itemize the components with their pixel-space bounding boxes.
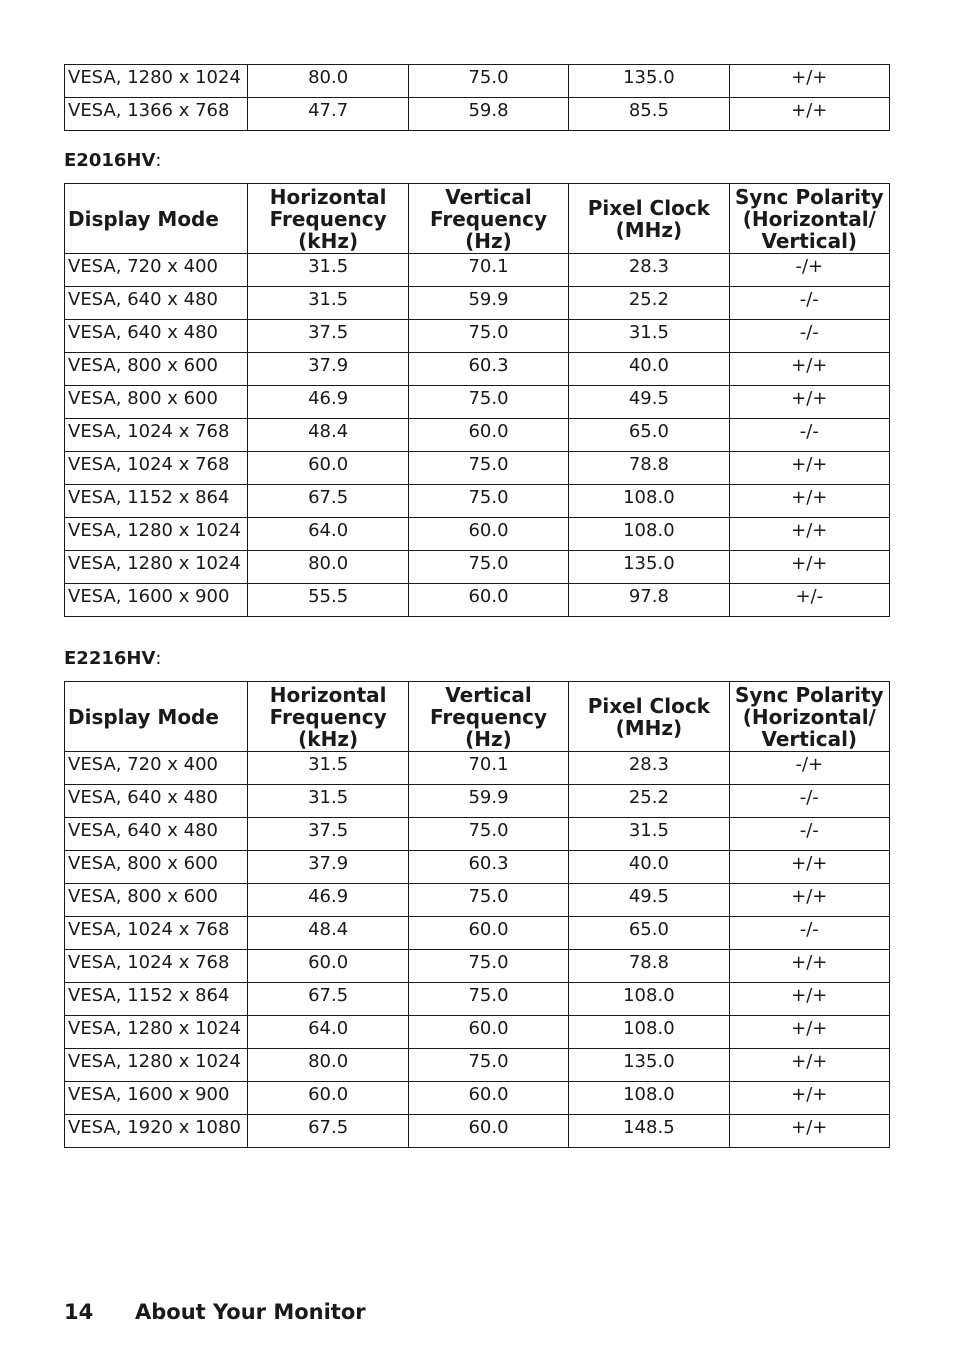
label-colon: : [155,648,162,669]
cell-display-mode: VESA, 1024 x 768 [65,917,248,950]
cell-sync-polarity: -/- [729,320,889,353]
cell-vertical-frequency: 60.0 [408,1115,568,1148]
cell-horizontal-frequency: 37.5 [248,320,408,353]
cell-pixel-clock: 65.0 [569,419,729,452]
header-pixel-clock-text: Pixel Clock (MHz) [587,195,710,242]
cell-sync-polarity: -/- [729,419,889,452]
cell-sync-polarity: +/+ [729,1049,889,1082]
cell-horizontal-frequency: 37.9 [248,353,408,386]
table-header-row [65,184,890,254]
header-display-mode: Display Mode [65,184,248,254]
cell-sync-polarity: +/- [729,584,889,617]
page-number: 14 [64,1300,94,1324]
table-row [65,353,890,386]
table-row [65,386,890,419]
cell-horizontal-frequency: 48.4 [248,419,408,452]
table-row [65,65,890,98]
timing-table-continued-body [65,65,890,131]
cell-vertical-frequency: 75.0 [408,950,568,983]
cell-pixel-clock: 31.5 [569,320,729,353]
table-row [65,254,890,287]
cell-display-mode: VESA, 1152 x 864 [65,983,248,1016]
cell-display-mode: VESA, 800 x 600 [65,884,248,917]
table-row [65,818,890,851]
timing-table-continued [64,64,890,131]
cell-display-mode: VESA, 1366 x 768 [65,98,248,131]
cell-display-mode: VESA, 1280 x 1024 [65,1016,248,1049]
cell-sync-polarity: +/+ [729,386,889,419]
cell-display-mode: VESA, 640 x 480 [65,785,248,818]
cell-display-mode: VESA, 800 x 600 [65,851,248,884]
cell-vertical-frequency: 75.0 [408,452,568,485]
header-display-mode: Display Mode [65,682,248,752]
cell-vertical-frequency: 75.0 [408,983,568,1016]
model-name: E2216HV [64,648,156,669]
table-row [65,950,890,983]
header-horizontal-frequency [248,184,408,254]
cell-pixel-clock: 49.5 [569,386,729,419]
cell-sync-polarity: +/+ [729,452,889,485]
table-row [65,917,890,950]
cell-horizontal-frequency: 37.9 [248,851,408,884]
header-vertical-frequency [408,184,568,254]
cell-vertical-frequency: 60.0 [408,518,568,551]
cell-sync-polarity: +/+ [729,551,889,584]
table-row [65,518,890,551]
cell-horizontal-frequency: 60.0 [248,950,408,983]
cell-sync-polarity: +/+ [729,1016,889,1049]
cell-pixel-clock: 25.2 [569,785,729,818]
cell-display-mode: VESA, 1152 x 864 [65,485,248,518]
section-label-e2216hv [64,648,161,669]
cell-horizontal-frequency: 60.0 [248,1082,408,1115]
cell-sync-polarity: -/- [729,917,889,950]
cell-vertical-frequency: 75.0 [408,386,568,419]
cell-sync-polarity: +/+ [729,1115,889,1148]
section-label-e2016hv [64,150,161,171]
table-row [65,485,890,518]
cell-display-mode: VESA, 1024 x 768 [65,419,248,452]
cell-sync-polarity: +/+ [729,1082,889,1115]
cell-display-mode: VESA, 1600 x 900 [65,1082,248,1115]
cell-pixel-clock: 108.0 [569,983,729,1016]
header-pixel-clock [569,184,729,254]
header-sync-polarity [729,184,889,254]
cell-vertical-frequency: 60.0 [408,584,568,617]
cell-horizontal-frequency: 80.0 [248,1049,408,1082]
header-horizontal-frequency-text: Horizontal Frequency (kHz) [269,184,387,253]
timing-table-e2216hv-body [65,752,890,1148]
cell-pixel-clock: 108.0 [569,1082,729,1115]
cell-display-mode: VESA, 720 x 400 [65,752,248,785]
cell-vertical-frequency: 60.0 [408,917,568,950]
cell-display-mode: VESA, 1920 x 1080 [65,1115,248,1148]
cell-horizontal-frequency: 67.5 [248,983,408,1016]
table-header-row [65,682,890,752]
cell-pixel-clock: 28.3 [569,752,729,785]
header-pixel-clock-text: Pixel Clock (MHz) [587,693,710,740]
header-sync-polarity-text: Sync Polarity (Horizontal/ Vertical) [734,682,884,751]
cell-horizontal-frequency: 46.9 [248,386,408,419]
cell-vertical-frequency: 59.9 [408,785,568,818]
cell-vertical-frequency: 60.0 [408,1016,568,1049]
cell-pixel-clock: 135.0 [569,65,729,98]
cell-display-mode: VESA, 1600 x 900 [65,584,248,617]
cell-pixel-clock: 135.0 [569,1049,729,1082]
cell-horizontal-frequency: 64.0 [248,1016,408,1049]
header-vertical-frequency [408,682,568,752]
cell-sync-polarity: +/+ [729,485,889,518]
header-vertical-frequency-text: Vertical Frequency (Hz) [429,682,548,751]
cell-pixel-clock: 97.8 [569,584,729,617]
cell-horizontal-frequency: 60.0 [248,452,408,485]
cell-display-mode: VESA, 720 x 400 [65,254,248,287]
header-pixel-clock [569,682,729,752]
cell-pixel-clock: 108.0 [569,518,729,551]
cell-horizontal-frequency: 67.5 [248,485,408,518]
cell-display-mode: VESA, 1280 x 1024 [65,1049,248,1082]
cell-sync-polarity: -/+ [729,254,889,287]
cell-vertical-frequency: 70.1 [408,254,568,287]
cell-pixel-clock: 85.5 [569,98,729,131]
cell-horizontal-frequency: 64.0 [248,518,408,551]
table-row [65,752,890,785]
table-row [65,1082,890,1115]
cell-display-mode: VESA, 1024 x 768 [65,950,248,983]
cell-display-mode: VESA, 640 x 480 [65,818,248,851]
cell-vertical-frequency: 75.0 [408,485,568,518]
table-row [65,419,890,452]
cell-vertical-frequency: 60.0 [408,419,568,452]
table-row [65,584,890,617]
cell-horizontal-frequency: 80.0 [248,65,408,98]
cell-vertical-frequency: 75.0 [408,818,568,851]
cell-horizontal-frequency: 67.5 [248,1115,408,1148]
table-row [65,1115,890,1148]
timing-table-e2016hv-body [65,254,890,617]
cell-horizontal-frequency: 31.5 [248,785,408,818]
cell-sync-polarity: +/+ [729,884,889,917]
table-row [65,320,890,353]
cell-sync-polarity: +/+ [729,353,889,386]
cell-horizontal-frequency: 55.5 [248,584,408,617]
cell-vertical-frequency: 70.1 [408,752,568,785]
table-row [65,287,890,320]
cell-sync-polarity: -/- [729,785,889,818]
cell-sync-polarity: +/+ [729,851,889,884]
cell-horizontal-frequency: 47.7 [248,98,408,131]
table-row [65,452,890,485]
cell-pixel-clock: 108.0 [569,1016,729,1049]
header-vertical-frequency-text: Vertical Frequency (Hz) [429,184,548,253]
cell-sync-polarity: +/+ [729,518,889,551]
cell-sync-polarity: +/+ [729,950,889,983]
header-horizontal-frequency [248,682,408,752]
table-row [65,1016,890,1049]
cell-vertical-frequency: 75.0 [408,551,568,584]
cell-horizontal-frequency: 31.5 [248,254,408,287]
timing-table-e2216hv [64,681,890,1148]
cell-display-mode: VESA, 640 x 480 [65,287,248,320]
cell-horizontal-frequency: 46.9 [248,884,408,917]
cell-vertical-frequency: 75.0 [408,884,568,917]
cell-pixel-clock: 78.8 [569,950,729,983]
cell-sync-polarity: +/+ [729,65,889,98]
cell-horizontal-frequency: 31.5 [248,752,408,785]
cell-vertical-frequency: 59.9 [408,287,568,320]
cell-pixel-clock: 25.2 [569,287,729,320]
cell-pixel-clock: 40.0 [569,353,729,386]
cell-horizontal-frequency: 37.5 [248,818,408,851]
cell-display-mode: VESA, 1280 x 1024 [65,551,248,584]
cell-sync-polarity: -/- [729,818,889,851]
header-sync-polarity-text: Sync Polarity (Horizontal/ Vertical) [734,184,884,253]
cell-sync-polarity: +/+ [729,98,889,131]
cell-pixel-clock: 108.0 [569,485,729,518]
cell-pixel-clock: 78.8 [569,452,729,485]
cell-horizontal-frequency: 80.0 [248,551,408,584]
page-footer [64,1300,366,1324]
cell-horizontal-frequency: 31.5 [248,287,408,320]
cell-pixel-clock: 65.0 [569,917,729,950]
table-row [65,98,890,131]
table-row [65,884,890,917]
cell-vertical-frequency: 59.8 [408,98,568,131]
cell-vertical-frequency: 60.3 [408,353,568,386]
table-row [65,551,890,584]
cell-sync-polarity: +/+ [729,983,889,1016]
cell-pixel-clock: 28.3 [569,254,729,287]
footer-section-title: About Your Monitor [135,1300,366,1324]
cell-sync-polarity: -/- [729,287,889,320]
timing-table-e2016hv [64,183,890,617]
cell-pixel-clock: 49.5 [569,884,729,917]
cell-display-mode: VESA, 800 x 600 [65,353,248,386]
model-name: E2016HV [64,150,156,171]
label-colon: : [155,150,162,171]
cell-pixel-clock: 135.0 [569,551,729,584]
header-horizontal-frequency-text: Horizontal Frequency (kHz) [269,682,387,751]
header-sync-polarity [729,682,889,752]
cell-horizontal-frequency: 48.4 [248,917,408,950]
cell-pixel-clock: 40.0 [569,851,729,884]
cell-display-mode: VESA, 1280 x 1024 [65,518,248,551]
cell-pixel-clock: 31.5 [569,818,729,851]
table-row [65,1049,890,1082]
table-row [65,983,890,1016]
cell-display-mode: VESA, 640 x 480 [65,320,248,353]
cell-vertical-frequency: 75.0 [408,1049,568,1082]
table-row [65,785,890,818]
cell-pixel-clock: 148.5 [569,1115,729,1148]
cell-display-mode: VESA, 1280 x 1024 [65,65,248,98]
table-row [65,851,890,884]
cell-sync-polarity: -/+ [729,752,889,785]
cell-vertical-frequency: 60.0 [408,1082,568,1115]
cell-vertical-frequency: 75.0 [408,65,568,98]
cell-display-mode: VESA, 1024 x 768 [65,452,248,485]
cell-vertical-frequency: 75.0 [408,320,568,353]
cell-display-mode: VESA, 800 x 600 [65,386,248,419]
cell-vertical-frequency: 60.3 [408,851,568,884]
